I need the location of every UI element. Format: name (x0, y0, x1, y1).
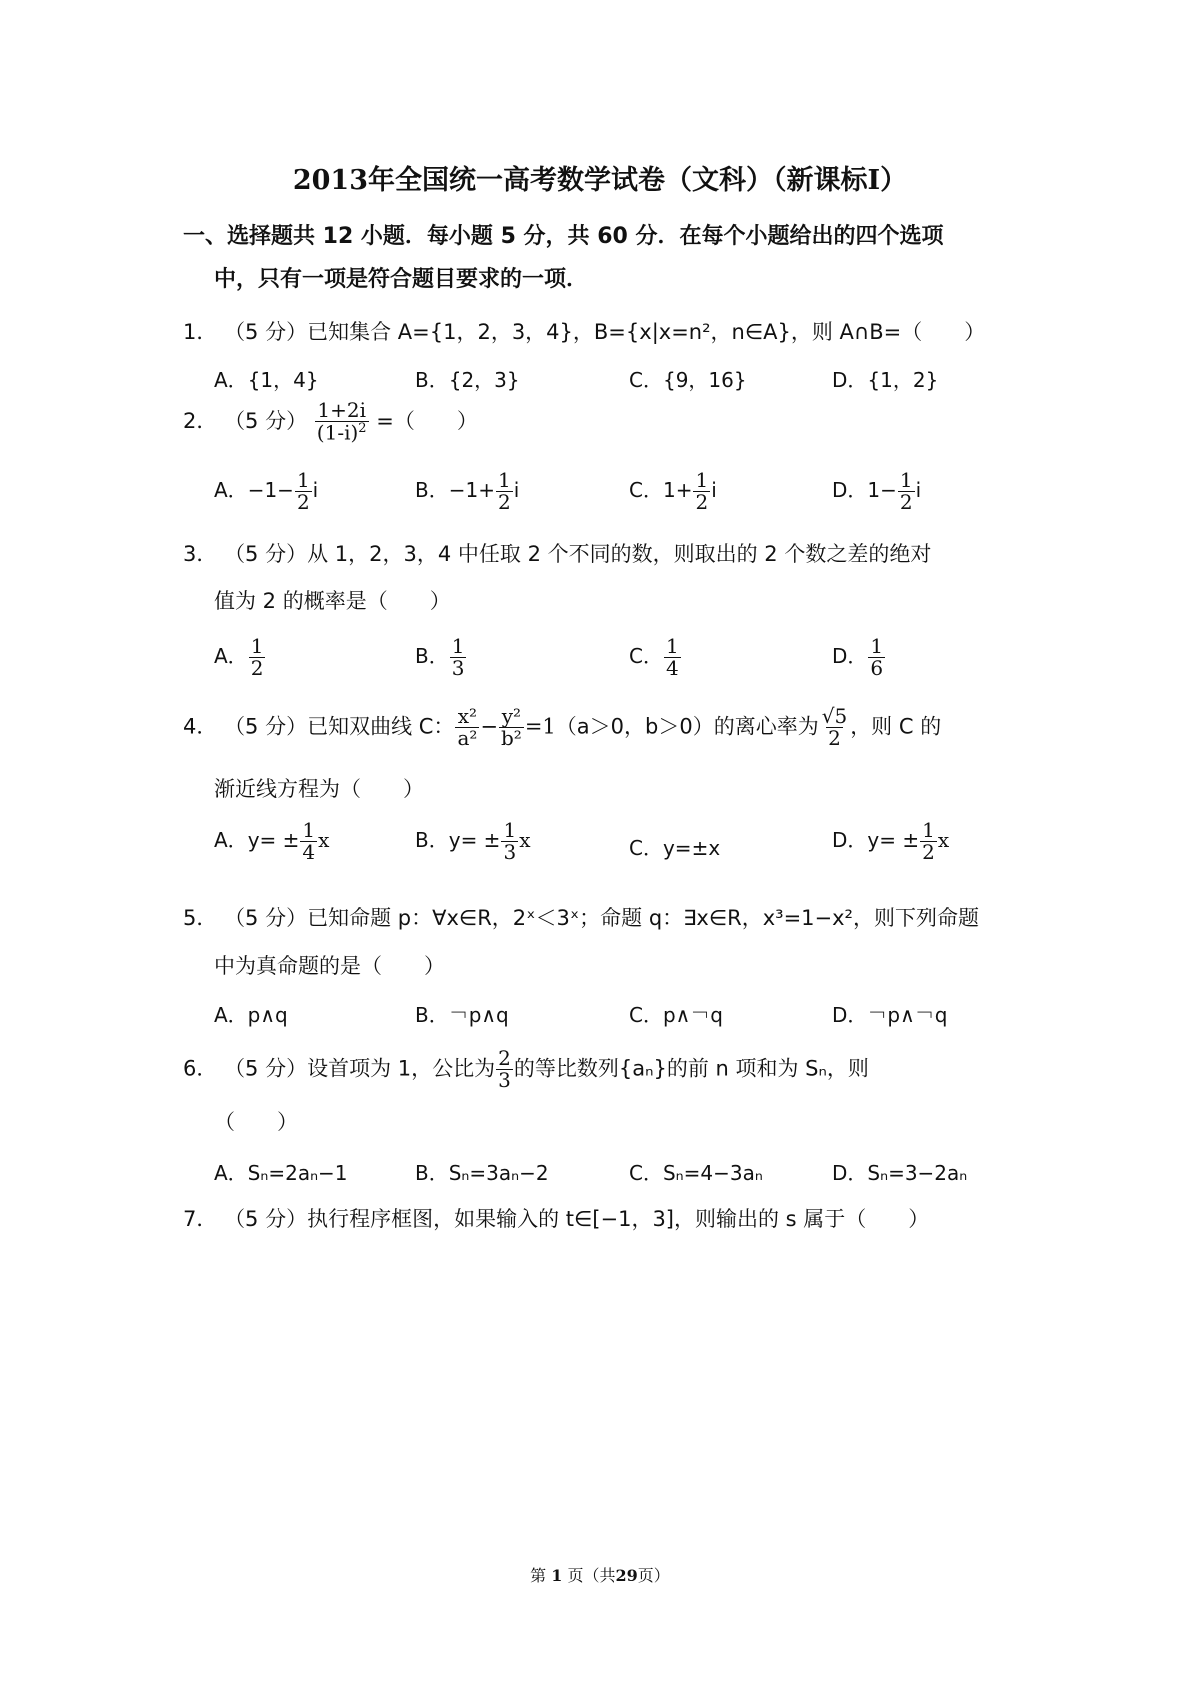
option-label: B． (415, 828, 449, 852)
fraction-numerator: 1 (870, 634, 884, 658)
q1-option-a: A．{1，4} (214, 368, 319, 392)
fraction-denominator: 2 (695, 490, 709, 514)
total-pages: 29 (615, 1566, 638, 1585)
section-heading-line1: 一、选择题共 12 小题．每小题 5 分，共 60 分．在每个小题给出的四个选项 (183, 224, 944, 249)
q5-option-c: C．p∧￢q (629, 1003, 723, 1027)
fraction-denominator: 3 (503, 840, 517, 864)
minus-sign: − (480, 714, 498, 739)
option-prefix: y= ± (448, 828, 501, 852)
q1-option-b: B．{2，3} (415, 368, 520, 392)
fraction-denominator: 2 (497, 490, 511, 514)
q3-option-d (832, 636, 886, 679)
fraction-numerator: y² (501, 704, 522, 728)
question-6-line2: （ ） (214, 1110, 298, 1134)
equals-one: =1 (524, 714, 556, 739)
option-fraction (501, 820, 518, 863)
q6-option-a: A．Sₙ=2aₙ−1 (214, 1161, 348, 1185)
fraction-numerator: 2 (498, 1046, 511, 1070)
option-label: B． (415, 478, 449, 502)
question-middle: （a＞0，b＞0）的离心率为 (555, 714, 819, 739)
question-number: 3． (183, 542, 218, 566)
q1-option-d: D．{1，2} (832, 368, 939, 392)
question-5 (183, 902, 979, 932)
question-text-line1: （5 分）从 1，2，3，4 中任取 2 个不同的数，则取出的 2 个数之差的绝对 (224, 542, 932, 566)
option-suffix: i (915, 478, 922, 502)
option-prefix: 1+ (662, 478, 693, 502)
question-prefix: （5 分）设首项为 1，公比为 (224, 1056, 496, 1081)
page-title: 2013年全国统一高考数学试卷（文科）（新课标Ⅰ） (292, 165, 908, 196)
fraction-numerator: √5 (821, 704, 848, 728)
question-1 (183, 316, 985, 346)
option-suffix: x (318, 828, 330, 852)
q6-option-b: B．Sₙ=3aₙ−2 (415, 1161, 549, 1185)
option-fraction (898, 470, 915, 513)
fraction-numerator: 1 (665, 634, 679, 658)
question-text: （5 分）已知集合 A={1，2，3，4}，B={x|x=n²，n∈A}，则 A∩B=（ ） (224, 320, 986, 344)
q5-option-d: D．￢p∧￢q (832, 1003, 948, 1027)
option-label: A． (214, 644, 248, 668)
fraction-denominator: 4 (302, 840, 316, 864)
option-label: C． (629, 478, 663, 502)
question-2 (183, 400, 478, 444)
option-suffix: x (519, 828, 531, 852)
question-3-line2: 值为 2 的概率是（ ） (214, 589, 451, 613)
fraction-numerator: 1 (922, 818, 935, 842)
option-label: C． (629, 644, 663, 668)
option-label: D． (832, 828, 868, 852)
fraction-denominator: a² (457, 726, 478, 750)
option-fraction (249, 636, 266, 679)
fraction-numerator: 1 (302, 818, 316, 842)
q2-option-d (832, 470, 921, 513)
fraction-numerator: 1 (899, 468, 913, 492)
question-number: 1． (183, 320, 218, 344)
question-3 (183, 538, 931, 568)
section-heading-line2: 中，只有一项是符合题目要求的一项． (214, 267, 589, 292)
option-suffix: i (312, 478, 319, 502)
q2-option-c (629, 470, 717, 513)
fraction-denominator (315, 421, 369, 444)
question-4 (183, 706, 941, 749)
fraction-denominator: 2 (922, 840, 935, 864)
question-6 (183, 1048, 869, 1091)
option-prefix: −1+ (448, 478, 495, 502)
question-prefix: （5 分）已知双曲线 C： (224, 714, 455, 739)
q3-option-c (629, 636, 682, 679)
option-fraction (693, 470, 710, 513)
fraction-numerator: 1+2i (317, 398, 366, 422)
page-footer (0, 1563, 1200, 1586)
option-prefix: −1− (247, 478, 294, 502)
question-5-line2: 中为真命题的是（ ） (214, 954, 445, 978)
option-prefix: y= ± (867, 828, 920, 852)
question-4-line2: 渐近线方程为（ ） (214, 777, 424, 801)
q4-option-d (832, 820, 949, 863)
question-number: 6． (183, 1056, 218, 1081)
question-suffix: 的等比数列{aₙ}的前 n 项和为 Sₙ，则 (513, 1056, 869, 1081)
option-label: D． (832, 644, 868, 668)
fraction-denominator: 3 (498, 1068, 511, 1092)
x-squared-over-a-squared (455, 706, 479, 749)
q4-option-a (214, 820, 329, 863)
option-prefix: y= ± (247, 828, 300, 852)
eccentricity-fraction (820, 706, 849, 749)
y-squared-over-b-squared (499, 706, 524, 749)
q3-option-a (214, 636, 266, 679)
fraction-numerator: 1 (503, 818, 517, 842)
question-number: 2． (183, 408, 218, 433)
option-suffix: i (711, 478, 717, 502)
option-fraction (664, 636, 681, 679)
option-suffix: x (937, 828, 950, 852)
q2-option-a (214, 470, 318, 513)
option-fraction (868, 636, 885, 679)
denominator-base: (1-i) (316, 420, 359, 445)
question-prefix: （5 分） (224, 408, 308, 433)
fraction-denominator: 6 (870, 656, 884, 680)
ratio-fraction (496, 1048, 513, 1091)
q5-option-b: B．￢p∧q (415, 1003, 509, 1027)
option-suffix: i (513, 478, 520, 502)
fraction-denominator: 2 (828, 726, 841, 750)
fraction-denominator: 4 (665, 656, 679, 680)
question-7 (183, 1203, 929, 1233)
footer-suffix: 页） (637, 1566, 670, 1585)
fraction-numerator: 1 (451, 634, 465, 658)
denominator-exponent: 2 (358, 421, 367, 436)
option-prefix: 1− (867, 478, 897, 502)
question-suffix: ，则 C 的 (850, 714, 942, 739)
q4-option-b (415, 820, 530, 863)
question-number: 4． (183, 714, 218, 739)
fraction-denominator: 2 (250, 656, 264, 680)
q1-option-c: C．{9，16} (629, 368, 747, 392)
question-text: （5 分）执行程序框图，如果输入的 t∈[−1，3]，则输出的 s 属于（ ） (224, 1207, 930, 1231)
fraction-denominator: 3 (451, 656, 465, 680)
fraction-denominator: 2 (296, 490, 310, 514)
option-fraction (920, 820, 937, 863)
fraction-numerator: 1 (250, 634, 264, 658)
fraction-numerator: 1 (296, 468, 310, 492)
option-label: C． (629, 836, 663, 860)
q6-option-d: D．Sₙ=3−2aₙ (832, 1161, 968, 1185)
option-label: A． (214, 828, 248, 852)
question-number: 5． (183, 906, 218, 930)
q2-fraction (315, 400, 369, 444)
footer-prefix: 第 (530, 1566, 547, 1585)
fraction-numerator: 1 (695, 468, 709, 492)
question-text-line1: （5 分）已知命题 p：∀x∈R，2ˣ＜3ˣ；命题 q：∃x∈R，x³=1−x²，则下列命题 (224, 906, 979, 930)
option-fraction (295, 470, 312, 513)
q2-option-b (415, 470, 519, 513)
fraction-denominator: b² (501, 726, 522, 750)
fraction-numerator: x² (457, 704, 478, 728)
fraction-denominator: 2 (899, 490, 913, 514)
q5-option-a: A．p∧q (214, 1003, 288, 1027)
footer-middle: 页（共 (567, 1566, 616, 1585)
q3-option-b (415, 636, 467, 679)
question-suffix: =（ ） (376, 408, 478, 433)
option-label: D． (832, 478, 868, 502)
option-fraction (450, 636, 467, 679)
option-fraction (496, 470, 513, 513)
option-prefix: y=±x (662, 836, 721, 860)
option-fraction (300, 820, 317, 863)
option-label: B． (415, 644, 449, 668)
question-number: 7． (183, 1207, 218, 1231)
q6-option-c: C．Sₙ=4−3aₙ (629, 1161, 763, 1185)
q4-option-c (629, 832, 720, 861)
page-number: 1 (551, 1566, 563, 1585)
option-label: A． (214, 478, 248, 502)
fraction-numerator: 1 (497, 468, 511, 492)
